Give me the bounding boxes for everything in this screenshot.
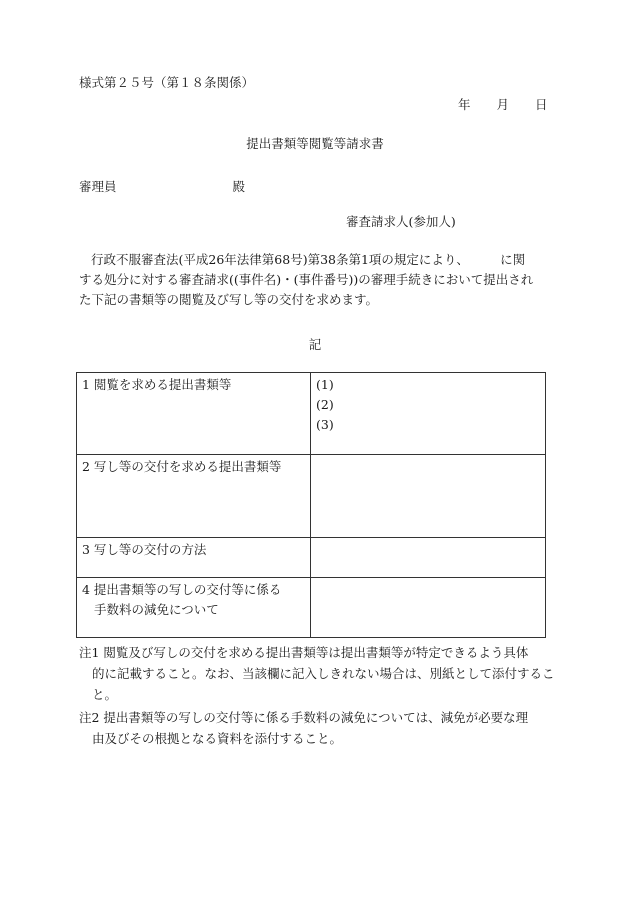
row-value-cell[interactable] <box>311 373 546 455</box>
requester-label: 審査請求人(参加人) <box>346 214 456 229</box>
note-item <box>79 642 554 705</box>
date-year: 年 <box>458 97 471 112</box>
addressee-role: 審理員 <box>79 179 117 194</box>
table-row <box>77 373 546 455</box>
row-label <box>77 373 311 455</box>
row-label <box>77 578 311 638</box>
ki-heading: 記 <box>308 337 322 352</box>
addressee-honorific: 殿 <box>232 179 246 194</box>
row-label-text: 2 写し等の交付を求める提出書類等 <box>82 459 282 474</box>
table-row <box>77 538 546 578</box>
row-value-cell[interactable] <box>311 578 546 638</box>
note-item <box>79 707 554 749</box>
form-number: 様式第２５号（第１８条関係） <box>79 75 255 90</box>
body-line: する処分に対する審査請求((事件名)・(事件番号))の審理手続きにおいて提出され <box>79 272 534 287</box>
item-number: (3) <box>316 417 334 432</box>
note-line: 由及びその根拠となる資料を添付すること。 <box>92 731 343 746</box>
row-label-text: 4 提出書類等の写しの交付等に係る <box>82 582 282 597</box>
table-row <box>77 578 546 638</box>
note-line: 注2 提出書類等の写しの交付等に係る手数料の減免については、減免が必要な理 <box>79 710 529 725</box>
item-number: (1) <box>316 377 334 392</box>
row-value-cell[interactable] <box>311 538 546 578</box>
body-line: た下記の書類等の閲覧及び写し等の交付を求めます。 <box>79 292 379 307</box>
body-line: 行政不服審査法(平成26年法律第68号)第38条第1項の規定により、 に関 <box>91 252 526 267</box>
row-label <box>77 455 311 538</box>
table-row <box>77 455 546 538</box>
item-number: (2) <box>316 397 334 412</box>
note-line: 注1 閲覧及び写しの交付を求める提出書類等は提出書類等が特定できるよう具体 <box>79 645 529 660</box>
row-value-cell[interactable] <box>311 455 546 538</box>
request-body <box>79 250 549 310</box>
document-title: 提出書類等閲覧等請求書 <box>246 136 384 151</box>
row-label-text: 1 閲覧を求める提出書類等 <box>82 377 232 392</box>
date-day: 日 <box>535 97 548 112</box>
note-line: 的に記載すること。なお、当該欄に記入しきれない場合は、別紙として添付するこ <box>92 666 555 681</box>
date-month: 月 <box>496 97 510 112</box>
date-line <box>458 95 548 113</box>
row-label-text: 3 写し等の交付の方法 <box>82 542 207 557</box>
addressee <box>79 177 245 195</box>
notes <box>79 642 554 751</box>
request-items-table <box>76 372 546 638</box>
row-label-text: 手数料の減免について <box>94 602 219 617</box>
row-label <box>77 538 311 578</box>
note-line: と。 <box>92 687 118 702</box>
